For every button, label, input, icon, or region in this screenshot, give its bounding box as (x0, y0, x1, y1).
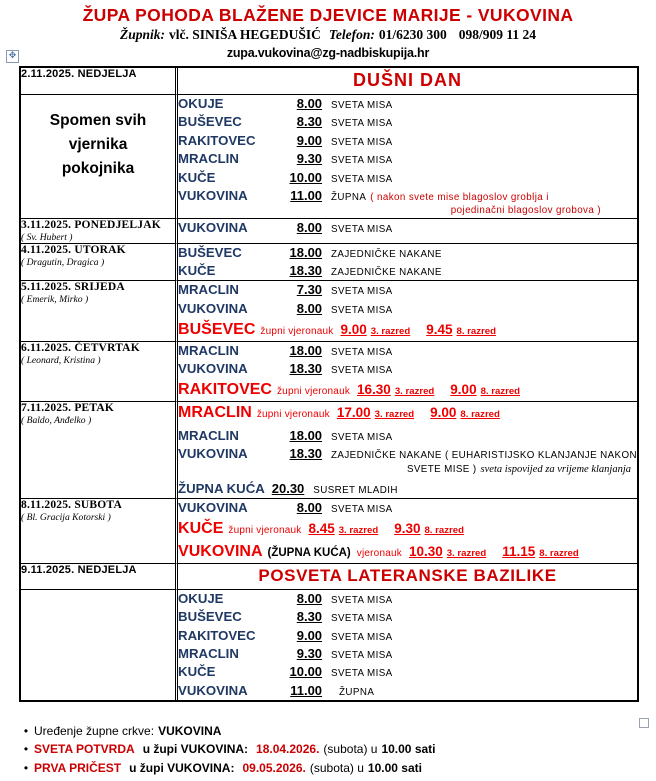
mass-time: 8.00 (296, 590, 323, 606)
mass-line (178, 445, 637, 463)
mass-time: 8.30 (296, 609, 323, 625)
list-item (18, 742, 638, 757)
mass-line (178, 219, 637, 237)
bullet-icon: • (23, 760, 29, 775)
mass-time: 10.00 (289, 169, 323, 185)
catechism-grade-2: 8. razred (456, 325, 496, 337)
mass-list-cell (178, 402, 637, 499)
mass-time: 9.00 (296, 132, 323, 148)
memorial-text (21, 95, 175, 181)
phone-label: Telefon: (328, 27, 375, 43)
mass-line (178, 360, 637, 378)
catechism-place: VUKOVINA (178, 543, 263, 561)
schedule-table (19, 66, 639, 702)
phone-mobile: 098/909 11 24 (458, 27, 537, 43)
mass-time: 18.30 (289, 446, 323, 461)
mass-time: 18.30 (289, 360, 323, 376)
mass-desc: ZAJEDNIČKE NAKANE (331, 248, 442, 260)
mass-place: KUČE (178, 263, 216, 279)
note-title: SVETA POTVRDA (34, 742, 135, 757)
catechism-time-2: 11.15 (502, 544, 536, 560)
catechism-label: vjeronauk (356, 548, 402, 560)
mass-time: 18.30 (289, 263, 323, 279)
mass-line (178, 682, 637, 700)
mass-desc: SVETA MISA (331, 136, 393, 148)
mass-place: MRACLIN (178, 342, 239, 358)
catechism-time-1: 17.00 (336, 404, 371, 420)
date-cell (21, 219, 178, 244)
saint-label: ( Sv. Hubert ) (21, 231, 73, 243)
table-row (21, 564, 637, 590)
catechism-line (178, 379, 637, 401)
mass-place: KUČE (178, 664, 216, 680)
mass-time: 18.00 (289, 427, 323, 443)
table-row (21, 68, 637, 95)
table-row (21, 95, 637, 219)
mass-desc (331, 192, 549, 205)
mass-place: BUŠEVEC (178, 609, 242, 625)
mass-time: 8.00 (296, 219, 323, 235)
mass-place: VUKOVINA (178, 446, 248, 461)
catechism-venue: (ŽUPNA KUĆA) (267, 547, 351, 560)
mass-place: MRACLIN (178, 645, 239, 661)
mass-place: MRACLIN (178, 427, 239, 443)
catechism-line (178, 541, 637, 563)
date-cell (21, 499, 178, 564)
catechism-time-1: 10.30 (408, 544, 443, 560)
mass-note-continuation: pojedinačni blagoslov grobova ) (450, 205, 601, 217)
date-cell (21, 68, 178, 95)
list-item (18, 761, 638, 776)
catechism-grade-1: 3. razred (370, 325, 411, 337)
table-resize-handle-icon[interactable] (639, 718, 649, 728)
mass-desc: SVETA MISA (331, 223, 393, 235)
document-page (0, 6, 656, 781)
note-label: Uređenje župne crkve: (34, 724, 155, 738)
date-label: 2.11.2025. NEDJELJA (21, 68, 137, 80)
mass-time: 7.30 (296, 282, 323, 298)
pastor-name: vlč. SINIŠA HEGEDUŠIĆ (168, 27, 321, 43)
mass-place: VUKOVINA (178, 219, 248, 235)
mass-line (178, 663, 637, 681)
banner-cell (178, 564, 637, 590)
mass-time: 9.00 (296, 627, 323, 643)
mass-desc: SVETA MISA (331, 118, 393, 130)
mass-desc: SVETA MISA (331, 631, 393, 643)
note-date: 18.04.2026. (256, 742, 320, 757)
mass-desc: SVETA MISA (331, 649, 393, 661)
memorial-line-1: Spomen svih (49, 112, 147, 129)
note-title: PRVA PRIČEST (34, 760, 122, 775)
catechism-grade-2: 8. razred (480, 386, 521, 398)
mass-note: SVETE MISE ) (406, 463, 477, 475)
mass-time: 11.00 (290, 682, 323, 698)
date-label: 4.11.2025. UTORAK (21, 243, 126, 256)
feast-banner: DUŠNI DAN (353, 70, 463, 90)
date-label: 8.11.2025. SUBOTA (21, 498, 122, 511)
mass-line (178, 150, 637, 168)
catechism-place: RAKITOVEC (178, 381, 272, 399)
catechism-place: BUŠEVEC (178, 320, 256, 338)
mass-time: 8.00 (296, 300, 323, 316)
mass-time: 18.00 (289, 244, 323, 260)
mass-line (178, 627, 637, 645)
event-time: 20.30 (271, 480, 305, 496)
catechism-grade-1: 3. razred (446, 548, 487, 560)
mass-line (178, 499, 637, 517)
mass-line (178, 590, 637, 608)
document-header (0, 6, 656, 60)
parish-email: zupa.vukovina@zg-nadbiskupija.hr (226, 46, 430, 61)
note-parish: u župi VUKOVINA: (129, 760, 235, 775)
mass-desc: SVETA MISA (331, 173, 393, 185)
mass-line (178, 645, 637, 663)
catechism-time-1: 16.30 (357, 382, 391, 398)
mass-line (178, 262, 637, 280)
mass-place: OKUJE (178, 96, 224, 111)
memorial-line-3: pokojnika (61, 160, 135, 178)
mass-list-cell (178, 244, 637, 281)
mass-desc: ŽUPNA (339, 686, 375, 698)
catechism-label: župni vjeronauk (256, 408, 330, 420)
mass-line (178, 608, 637, 626)
mass-place: KUČE (178, 169, 216, 185)
table-row (21, 244, 637, 281)
table-row (21, 402, 637, 499)
event-desc: SUSRET MLADIH (313, 484, 398, 496)
catechism-time-2: 9.00 (430, 404, 457, 420)
mass-line (178, 132, 637, 150)
mass-line (178, 281, 637, 299)
mass-note-continuation (178, 463, 637, 477)
catechism-label: župni vjeronauk (228, 525, 302, 536)
mass-place: VUKOVINA (178, 499, 248, 515)
catechism-label: župni vjeronauk (260, 325, 334, 337)
catechism-time-2: 9.45 (426, 321, 453, 337)
catechism-grade-2: 8. razred (424, 525, 464, 536)
mass-time: 8.30 (296, 114, 323, 130)
mass-time: 18.00 (289, 342, 323, 358)
mass-list-cell (178, 219, 637, 244)
catechism-time-1: 8.45 (308, 521, 335, 536)
mass-line (178, 427, 637, 445)
note-time: 10.00 sati (381, 742, 436, 757)
feast-banner: POSVETA LATERANSKE BAZILIKE (258, 565, 557, 585)
mass-desc: SVETA MISA (331, 286, 393, 298)
catechism-time-2: 9.00 (450, 382, 477, 398)
mass-place: VUKOVINA (178, 360, 248, 376)
saint-label: ( Emerik, Mirko ) (21, 294, 89, 306)
catechism-line (178, 402, 637, 424)
catechism-grade-2: 8. razred (460, 408, 500, 420)
note-parish: u župi VUKOVINA: (142, 742, 249, 757)
table-row (21, 281, 637, 341)
mass-line (178, 187, 637, 205)
parish-title: ŽUPA POHODA BLAŽENE DJEVICE MARIJE - VUKOVINA (82, 5, 574, 25)
mass-desc: SVETA MISA (331, 503, 393, 515)
catechism-line (178, 518, 637, 540)
date-cell (21, 244, 178, 281)
mass-place: RAKITOVEC (178, 132, 256, 148)
mass-place: VUKOVINA (178, 300, 248, 316)
banner-cell (178, 68, 637, 95)
mass-place: BUŠEVEC (178, 244, 242, 260)
mass-place: BUŠEVEC (178, 114, 242, 130)
mass-list-cell (178, 590, 637, 700)
mass-list-cell (178, 281, 637, 341)
date-cell-empty (21, 590, 178, 700)
mass-time: 9.30 (296, 151, 323, 167)
catechism-place: MRACLIN (178, 403, 252, 421)
mass-note: ( nakon svete mise blagoslov groblja i (370, 192, 549, 204)
table-move-handle-icon[interactable]: ✥ (6, 50, 19, 63)
mass-place: VUKOVINA (178, 682, 248, 698)
saint-label: ( Bl. Gracija Kotorski ) (21, 511, 111, 523)
bullet-icon: • (23, 724, 29, 738)
mass-line (178, 300, 637, 318)
mass-place: OKUJE (178, 590, 224, 606)
table-row (21, 219, 637, 244)
note-time: 10.00 sati (367, 760, 422, 775)
catechism-label: župni vjeronauk (276, 386, 351, 398)
date-cell (21, 281, 178, 341)
mass-desc: SVETA MISA (331, 613, 393, 625)
mass-desc: SVETA MISA (331, 364, 393, 376)
note-day: (subota) u (309, 760, 364, 775)
date-label: 5.11.2025. SRIJEDA (21, 281, 125, 294)
mass-desc: SVETA MISA (331, 431, 393, 443)
date-cell (21, 564, 178, 590)
mass-time: 8.00 (296, 499, 323, 515)
memorial-line-2: vjernika (68, 136, 128, 154)
event-place: ŽUPNA KUĆA (178, 480, 265, 496)
catechism-grade-1: 3. razred (374, 408, 415, 420)
pastor-label: Župnik: (119, 27, 165, 43)
note-value: VUKOVINA (158, 724, 222, 738)
mass-place: MRACLIN (178, 282, 239, 298)
date-cell (21, 342, 178, 402)
mass-desc: SVETA MISA (331, 668, 393, 680)
mass-place: MRACLIN (178, 151, 239, 167)
note-date: 09.05.2026. (242, 760, 306, 775)
pastor-line (0, 28, 656, 43)
date-label: 7.11.2025. PETAK (21, 401, 115, 414)
mass-time: 8.00 (296, 96, 323, 111)
mass-desc: SVETA MISA (331, 304, 393, 316)
catechism-grade-2: 8. razred (539, 548, 579, 560)
date-cell (21, 402, 178, 499)
bullet-icon: • (23, 742, 29, 757)
catechism-time-1: 9.00 (340, 321, 367, 337)
mass-desc: SVETA MISA (331, 155, 393, 167)
mass-line (178, 244, 637, 262)
mass-place: RAKITOVEC (178, 627, 256, 643)
note-day: (subota) u (323, 742, 378, 757)
mass-line (178, 342, 637, 360)
memorial-cell (21, 95, 178, 219)
mass-list-cell (178, 499, 637, 564)
table-row (21, 342, 637, 402)
mass-time: 10.00 (289, 664, 323, 680)
mass-desc-text: ŽUPNA (331, 192, 367, 204)
mass-line (178, 169, 637, 187)
mass-line (178, 95, 637, 113)
table-row (21, 499, 637, 564)
footer-notes (18, 724, 638, 779)
mass-desc: SVETA MISA (331, 594, 393, 606)
mass-desc: ZAJEDNIČKE NAKANE (331, 267, 442, 279)
list-item (18, 724, 638, 739)
catechism-time-2: 9.30 (394, 521, 421, 536)
date-label: 3.11.2025. PONEDJELJAK (21, 218, 161, 231)
mass-desc: ZAJEDNIČKE NAKANE ( EUHARISTIJSKO KLANJANJE NAKON (331, 450, 637, 461)
mass-list-cell (178, 342, 637, 402)
mass-time: 9.30 (296, 645, 323, 661)
catechism-line (178, 319, 637, 341)
phone-primary: 01/6230 300 (378, 27, 447, 43)
mass-list-cell (178, 95, 637, 219)
saint-label: ( Dragutin, Dragica ) (21, 256, 105, 268)
youth-meeting-line (178, 480, 637, 498)
date-label: 6.11.2025. ČETVRTAK (21, 341, 140, 354)
table-row (21, 590, 637, 700)
saint-label: ( Leonard, Kristina ) (21, 354, 101, 366)
mass-desc: SVETA MISA (331, 100, 393, 111)
catechism-place: KUČE (178, 520, 224, 537)
mass-place: VUKOVINA (178, 188, 248, 204)
date-label: 9.11.2025. NEDJELJA (21, 563, 137, 576)
mass-desc: SVETA MISA (331, 346, 393, 358)
mass-line (178, 113, 637, 131)
catechism-grade-1: 3. razred (338, 525, 379, 536)
mass-note-italic: sveta ispovijed za vrijeme klanjanja (480, 463, 631, 475)
mass-time: 11.00 (290, 188, 323, 204)
saint-label: ( Baldo, Anđelko ) (21, 414, 92, 426)
catechism-grade-1: 3. razred (394, 386, 435, 398)
